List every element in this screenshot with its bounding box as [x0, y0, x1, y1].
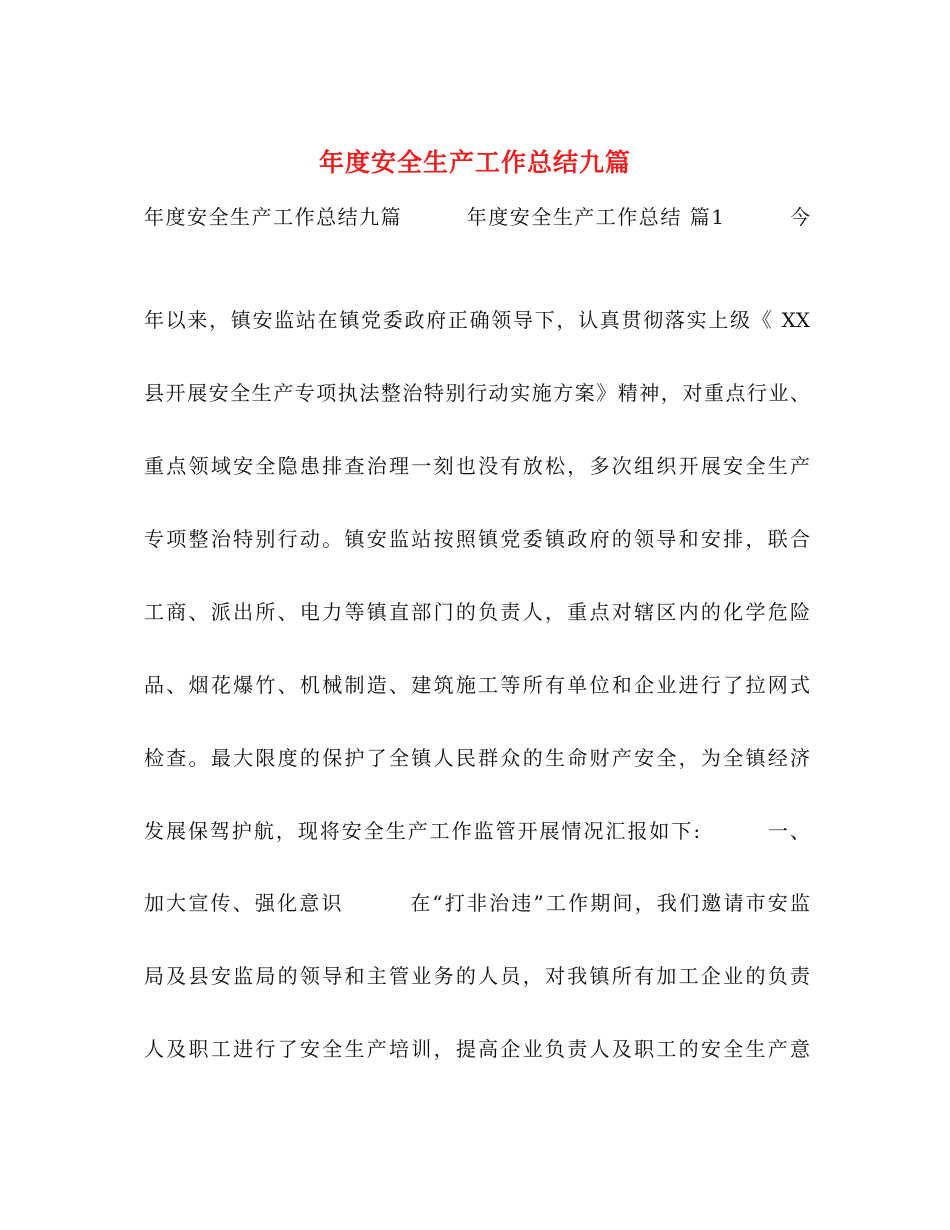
- body-line: 局及县安监局的领导和主管业务的人员，对我镇所有加工企业的负责: [144, 964, 810, 988]
- body-line: 重点领域安全隐患排查治理一刻也没有放松，多次组织开展安全生产: [144, 454, 810, 478]
- body-line: 年度安全生产工作总结九篇 年度安全生产工作总结 篇1 今: [144, 205, 810, 229]
- body-line: 人及职工进行了安全生产培训，提高企业负责人及职工的安全生产意: [144, 1037, 810, 1061]
- body-line: 工商、派出所、电力等镇直部门的负责人，重点对辖区内的化学危险: [144, 600, 810, 624]
- document-title: 年度安全生产工作总结九篇: [318, 148, 631, 177]
- body-line: 加大宣传、强化意识 在“打非治违”工作期间，我们邀请市安监: [144, 891, 810, 915]
- body-line: 县开展安全生产专项执法整治特别行动实施方案》精神，对重点行业、: [144, 381, 810, 405]
- body-line: 品、烟花爆竹、机械制造、建筑施工等所有单位和企业进行了拉网式: [144, 673, 810, 697]
- body-line: 专项整治特别行动。镇安监站按照镇党委镇政府的领导和安排，联合: [144, 527, 810, 551]
- body-line: 检查。最大限度的保护了全镇人民群众的生命财产安全，为全镇经济: [144, 746, 810, 770]
- body-line: 发展保驾护航，现将安全生产工作监管开展情况汇报如下: 一、: [144, 819, 810, 843]
- body-line: 年以来，镇安监站在镇党委政府正确领导下，认真贯彻落实上级《 XX: [144, 308, 810, 332]
